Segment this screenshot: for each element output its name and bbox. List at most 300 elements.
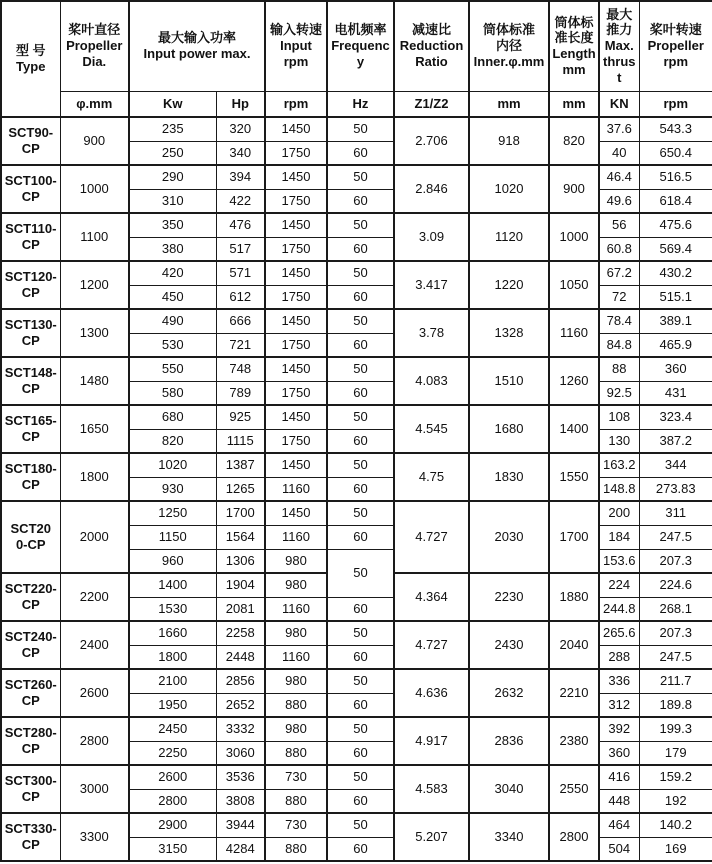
ratio-cell: 3.78	[394, 309, 469, 357]
unit-hz: Hz	[327, 91, 394, 117]
rpm-cell: 980	[265, 669, 327, 693]
hz-cell: 50	[327, 765, 394, 789]
hp-cell: 517	[216, 237, 265, 261]
rpm-cell: 1450	[265, 261, 327, 285]
hp-cell: 1115	[216, 429, 265, 453]
length-cell: 2210	[549, 669, 599, 717]
hz-cell: 60	[327, 237, 394, 261]
hz-cell: 50	[327, 621, 394, 645]
hz-cell: 60	[327, 693, 394, 717]
rpm-cell: 1750	[265, 285, 327, 309]
unit-hp: Hp	[216, 91, 265, 117]
hz-cell: 50	[327, 261, 394, 285]
header-dia	[60, 1, 129, 91]
text-line: CP	[21, 429, 40, 444]
inner-cell: 3040	[469, 765, 549, 813]
kw-cell: 420	[129, 261, 216, 285]
model-cell	[1, 453, 60, 501]
hp-cell: 1904	[216, 573, 265, 597]
prop-rpm-cell: 159.2	[639, 765, 712, 789]
table-row	[1, 621, 712, 645]
unit-kn: KN	[599, 91, 639, 117]
hz-cell: 60	[327, 597, 394, 621]
text-line: 筒体标准	[482, 22, 535, 38]
kn-cell: 336	[599, 669, 639, 693]
text-line: thrust	[603, 54, 636, 86]
kw-cell: 680	[129, 405, 216, 429]
text-line: SCT280-	[4, 725, 57, 741]
ratio-cell: 4.917	[394, 717, 469, 765]
table-row	[1, 405, 712, 429]
kw-cell: 1660	[129, 621, 216, 645]
kn-cell: 416	[599, 765, 639, 789]
kn-cell: 265.6	[599, 621, 639, 645]
kn-cell: 40	[599, 141, 639, 165]
hp-cell: 3944	[216, 813, 265, 837]
model-cell	[1, 813, 60, 861]
prop-rpm-cell: 387.2	[639, 429, 712, 453]
length-cell: 1000	[549, 213, 599, 261]
inner-cell: 2030	[469, 501, 549, 573]
hp-cell: 340	[216, 141, 265, 165]
hz-cell: 60	[327, 381, 394, 405]
unit-inner: mm	[469, 91, 549, 117]
model-cell	[1, 213, 60, 261]
inner-cell: 1830	[469, 453, 549, 501]
kn-cell: 163.2	[599, 453, 639, 477]
text-line: CP	[21, 741, 40, 756]
rpm-cell: 730	[265, 813, 327, 837]
rpm-cell: 1160	[265, 477, 327, 501]
header-power	[129, 1, 265, 91]
prop-rpm-cell: 207.3	[639, 549, 712, 573]
text-line: SCT165-	[4, 413, 57, 429]
text-line: CP	[21, 837, 40, 852]
kw-cell: 450	[129, 285, 216, 309]
text-line: Length mm	[552, 46, 596, 78]
kn-cell: 184	[599, 525, 639, 549]
kw-cell: 310	[129, 189, 216, 213]
hz-cell: 50	[327, 117, 394, 141]
unit-prop-rpm: rpm	[639, 91, 712, 117]
text-line: CP	[21, 645, 40, 660]
prop-rpm-cell: 179	[639, 741, 712, 765]
rpm-cell: 880	[265, 837, 327, 861]
hz-cell: 50	[327, 213, 394, 237]
kn-cell: 49.6	[599, 189, 639, 213]
text-line: SCT90-	[8, 125, 54, 141]
kn-cell: 200	[599, 501, 639, 525]
inner-cell: 2836	[469, 717, 549, 765]
ratio-cell: 3.09	[394, 213, 469, 261]
kw-cell: 250	[129, 141, 216, 165]
dia-cell: 1200	[60, 261, 129, 309]
text-line: CP	[21, 693, 40, 708]
table-body	[1, 117, 712, 861]
length-cell: 1050	[549, 261, 599, 309]
text-line: 输入转速	[269, 22, 322, 38]
text-line: SCT240-	[4, 629, 57, 645]
prop-rpm-cell: 618.4	[639, 189, 712, 213]
text-line: Propeller	[647, 38, 704, 54]
text-line: rpm	[663, 54, 689, 70]
inner-cell: 2430	[469, 621, 549, 669]
kw-cell: 1250	[129, 501, 216, 525]
inner-cell: 1120	[469, 213, 549, 261]
hz-cell: 60	[327, 645, 394, 669]
ratio-cell: 5.207	[394, 813, 469, 861]
text-line: 桨叶转速	[649, 22, 702, 38]
model-cell	[1, 261, 60, 309]
dia-cell: 1480	[60, 357, 129, 405]
model-cell	[1, 405, 60, 453]
hz-cell: 60	[327, 141, 394, 165]
prop-rpm-cell: 516.5	[639, 165, 712, 189]
kw-cell: 350	[129, 213, 216, 237]
length-cell: 820	[549, 117, 599, 165]
text-line: Reduction	[399, 38, 464, 54]
table-row	[1, 765, 712, 789]
hp-cell: 2258	[216, 621, 265, 645]
dia-cell: 2800	[60, 717, 129, 765]
kw-cell: 580	[129, 381, 216, 405]
rpm-cell: 980	[265, 573, 327, 597]
table-row	[1, 165, 712, 189]
ratio-cell: 3.417	[394, 261, 469, 309]
kw-cell: 550	[129, 357, 216, 381]
kn-cell: 153.6	[599, 549, 639, 573]
text-line: SCT120-	[4, 269, 57, 285]
ratio-cell: 2.846	[394, 165, 469, 213]
prop-rpm-cell: 211.7	[639, 669, 712, 693]
kn-cell: 244.8	[599, 597, 639, 621]
hp-cell: 320	[216, 117, 265, 141]
kw-cell: 490	[129, 309, 216, 333]
prop-rpm-cell: 515.1	[639, 285, 712, 309]
hz-cell: 50	[327, 309, 394, 333]
rpm-cell: 1160	[265, 597, 327, 621]
rpm-cell: 980	[265, 717, 327, 741]
length-cell: 2550	[549, 765, 599, 813]
kn-cell: 288	[599, 645, 639, 669]
text-line: 最大输入功率	[157, 30, 236, 46]
text-line: SCT180-	[4, 461, 57, 477]
length-cell: 1160	[549, 309, 599, 357]
dia-cell: 900	[60, 117, 129, 165]
prop-rpm-cell: 192	[639, 789, 712, 813]
prop-rpm-cell: 323.4	[639, 405, 712, 429]
length-cell: 1550	[549, 453, 599, 501]
text-line: CP	[21, 381, 40, 396]
dia-cell: 1650	[60, 405, 129, 453]
hp-cell: 721	[216, 333, 265, 357]
kn-cell: 46.4	[599, 165, 639, 189]
rpm-cell: 980	[265, 621, 327, 645]
rpm-cell: 1750	[265, 333, 327, 357]
hp-cell: 612	[216, 285, 265, 309]
text-line: SCT100-	[4, 173, 57, 189]
kn-cell: 312	[599, 693, 639, 717]
kn-cell: 72	[599, 285, 639, 309]
rpm-cell: 1750	[265, 237, 327, 261]
kn-cell: 448	[599, 789, 639, 813]
model-cell	[1, 357, 60, 405]
hp-cell: 422	[216, 189, 265, 213]
hp-cell: 4284	[216, 837, 265, 861]
text-line: SCT300-	[4, 773, 57, 789]
text-line: SCT148-	[4, 365, 57, 381]
kw-cell: 1950	[129, 693, 216, 717]
prop-rpm-cell: 207.3	[639, 621, 712, 645]
text-line: Input rpm	[280, 38, 312, 70]
ratio-cell: 2.706	[394, 117, 469, 165]
dia-cell: 2600	[60, 669, 129, 717]
text-line: SCT110-	[5, 221, 57, 237]
ratio-cell: 4.75	[394, 453, 469, 501]
hz-cell: 50	[327, 165, 394, 189]
prop-rpm-cell: 650.4	[639, 141, 712, 165]
model-cell	[1, 165, 60, 213]
hz-cell: 50	[327, 717, 394, 741]
prop-rpm-cell: 430.2	[639, 261, 712, 285]
rpm-cell: 1450	[265, 501, 327, 525]
hp-cell: 3808	[216, 789, 265, 813]
hz-cell: 60	[327, 429, 394, 453]
ratio-cell: 4.083	[394, 357, 469, 405]
prop-rpm-cell: 360	[639, 357, 712, 381]
rpm-cell: 1450	[265, 117, 327, 141]
length-cell: 1880	[549, 573, 599, 621]
hp-cell: 394	[216, 165, 265, 189]
hz-cell: 60	[327, 333, 394, 357]
hp-cell: 666	[216, 309, 265, 333]
prop-rpm-cell: 344	[639, 453, 712, 477]
prop-rpm-cell: 311	[639, 501, 712, 525]
text-line: CP	[21, 477, 40, 492]
rpm-cell: 1450	[265, 165, 327, 189]
hp-cell: 476	[216, 213, 265, 237]
length-cell: 1700	[549, 501, 599, 573]
inner-cell: 1220	[469, 261, 549, 309]
text-line: 内径	[495, 38, 522, 54]
hz-cell: 60	[327, 285, 394, 309]
hp-cell: 925	[216, 405, 265, 429]
inner-cell: 918	[469, 117, 549, 165]
text-line: Input power max.	[143, 46, 251, 62]
kn-cell: 88	[599, 357, 639, 381]
text-line: Max.	[604, 38, 634, 54]
prop-rpm-cell: 140.2	[639, 813, 712, 837]
text-line: CP	[21, 285, 40, 300]
inner-cell: 3340	[469, 813, 549, 861]
hz-cell: 50	[327, 405, 394, 429]
text-line: 减速比	[411, 22, 451, 38]
text-line: CP	[21, 597, 40, 612]
hz-cell: 60	[327, 525, 394, 549]
unit-length: mm	[549, 91, 599, 117]
rpm-cell: 880	[265, 789, 327, 813]
dia-cell: 1000	[60, 165, 129, 213]
prop-rpm-cell: 189.8	[639, 693, 712, 717]
hp-cell: 3060	[216, 741, 265, 765]
kw-cell: 530	[129, 333, 216, 357]
inner-cell: 1510	[469, 357, 549, 405]
table-row	[1, 453, 712, 477]
text-line: CP	[21, 189, 40, 204]
hz-cell: 50	[327, 453, 394, 477]
kn-cell: 130	[599, 429, 639, 453]
rpm-cell: 1450	[265, 453, 327, 477]
ratio-cell: 4.636	[394, 669, 469, 717]
hp-cell: 748	[216, 357, 265, 381]
hz-cell: 50	[327, 813, 394, 837]
text-line: SCT220-	[4, 581, 57, 597]
hp-cell: 3536	[216, 765, 265, 789]
text-line: CP	[21, 141, 40, 156]
prop-rpm-cell: 465.9	[639, 333, 712, 357]
ratio-cell: 4.583	[394, 765, 469, 813]
rpm-cell: 1450	[265, 357, 327, 381]
rpm-cell: 1750	[265, 429, 327, 453]
inner-cell: 1020	[469, 165, 549, 213]
text-line: CP	[21, 789, 40, 804]
prop-rpm-cell: 224.6	[639, 573, 712, 597]
rpm-cell: 1450	[265, 213, 327, 237]
header-prop_rpm	[639, 1, 712, 91]
length-cell: 1260	[549, 357, 599, 405]
kw-cell: 1150	[129, 525, 216, 549]
kw-cell: 2800	[129, 789, 216, 813]
header-inner	[469, 1, 549, 91]
text-line: Dia.	[82, 54, 107, 70]
kw-cell: 1800	[129, 645, 216, 669]
dia-cell: 1800	[60, 453, 129, 501]
length-cell: 1400	[549, 405, 599, 453]
rpm-cell: 1160	[265, 525, 327, 549]
inner-cell: 1328	[469, 309, 549, 357]
kw-cell: 1400	[129, 573, 216, 597]
hz-cell: 50	[327, 549, 394, 597]
table-row	[1, 717, 712, 741]
kw-cell: 1020	[129, 453, 216, 477]
kw-cell: 930	[129, 477, 216, 501]
header-input_rpm	[265, 1, 327, 91]
text-line: Type	[16, 59, 46, 74]
prop-rpm-cell: 247.5	[639, 525, 712, 549]
kn-cell: 148.8	[599, 477, 639, 501]
hp-cell: 2856	[216, 669, 265, 693]
prop-rpm-cell: 569.4	[639, 237, 712, 261]
hp-cell: 1265	[216, 477, 265, 501]
inner-cell: 2632	[469, 669, 549, 717]
table-row	[1, 261, 712, 285]
prop-rpm-cell: 475.6	[639, 213, 712, 237]
kn-cell: 504	[599, 837, 639, 861]
kw-cell: 2900	[129, 813, 216, 837]
prop-rpm-cell: 199.3	[639, 717, 712, 741]
text-line: 筒体标准长度	[554, 14, 594, 46]
header-thrust	[599, 1, 639, 91]
header-length	[549, 1, 599, 91]
ratio-cell: 4.545	[394, 405, 469, 453]
kw-cell: 290	[129, 165, 216, 189]
kw-cell: 2600	[129, 765, 216, 789]
model-cell	[1, 573, 60, 621]
text-line: 桨叶直径	[68, 22, 121, 38]
prop-rpm-cell: 169	[639, 837, 712, 861]
hp-cell: 3332	[216, 717, 265, 741]
hp-cell: 1564	[216, 525, 265, 549]
table-row	[1, 117, 712, 141]
hp-cell: 2652	[216, 693, 265, 717]
prop-rpm-cell: 247.5	[639, 645, 712, 669]
hz-cell: 60	[327, 837, 394, 861]
kw-cell: 960	[129, 549, 216, 573]
dia-cell: 2400	[60, 621, 129, 669]
hp-cell: 1306	[216, 549, 265, 573]
length-cell: 2800	[549, 813, 599, 861]
rpm-cell: 980	[265, 549, 327, 573]
kw-cell: 1530	[129, 597, 216, 621]
inner-cell: 1680	[469, 405, 549, 453]
ratio-cell: 4.364	[394, 573, 469, 621]
unit-dia: φ.mm	[60, 91, 129, 117]
hz-cell: 60	[327, 741, 394, 765]
kn-cell: 464	[599, 813, 639, 837]
kn-cell: 360	[599, 741, 639, 765]
table-header	[1, 1, 712, 117]
text-line: SCT260-	[4, 677, 57, 693]
model-cell	[1, 717, 60, 765]
kn-cell: 37.6	[599, 117, 639, 141]
hz-cell: 50	[327, 669, 394, 693]
table-row	[1, 357, 712, 381]
kn-cell: 224	[599, 573, 639, 597]
rpm-cell: 1750	[265, 381, 327, 405]
text-line: Frequency	[331, 38, 390, 70]
text-line: SCT20	[10, 521, 51, 537]
kn-cell: 78.4	[599, 309, 639, 333]
dia-cell: 3300	[60, 813, 129, 861]
rpm-cell: 1450	[265, 405, 327, 429]
model-cell	[1, 621, 60, 669]
hz-cell: 60	[327, 789, 394, 813]
prop-rpm-cell: 543.3	[639, 117, 712, 141]
text-line: 最大推力	[606, 6, 633, 38]
table-row	[1, 813, 712, 837]
kw-cell: 235	[129, 117, 216, 141]
text-line: 0-CP	[15, 537, 46, 552]
table-row	[1, 309, 712, 333]
hz-cell: 50	[327, 357, 394, 381]
rpm-cell: 1750	[265, 189, 327, 213]
model-cell	[1, 309, 60, 357]
model-cell	[1, 501, 60, 573]
hp-cell: 571	[216, 261, 265, 285]
text-line: SCT130-	[4, 317, 57, 333]
hp-cell: 1387	[216, 453, 265, 477]
model-cell	[1, 765, 60, 813]
rpm-cell: 1160	[265, 645, 327, 669]
kw-cell: 2250	[129, 741, 216, 765]
kn-cell: 84.8	[599, 333, 639, 357]
model-cell	[1, 117, 60, 165]
table-row	[1, 501, 712, 525]
ratio-cell: 4.727	[394, 621, 469, 669]
kn-cell: 67.2	[599, 261, 639, 285]
rpm-cell: 880	[265, 693, 327, 717]
kw-cell: 2450	[129, 717, 216, 741]
